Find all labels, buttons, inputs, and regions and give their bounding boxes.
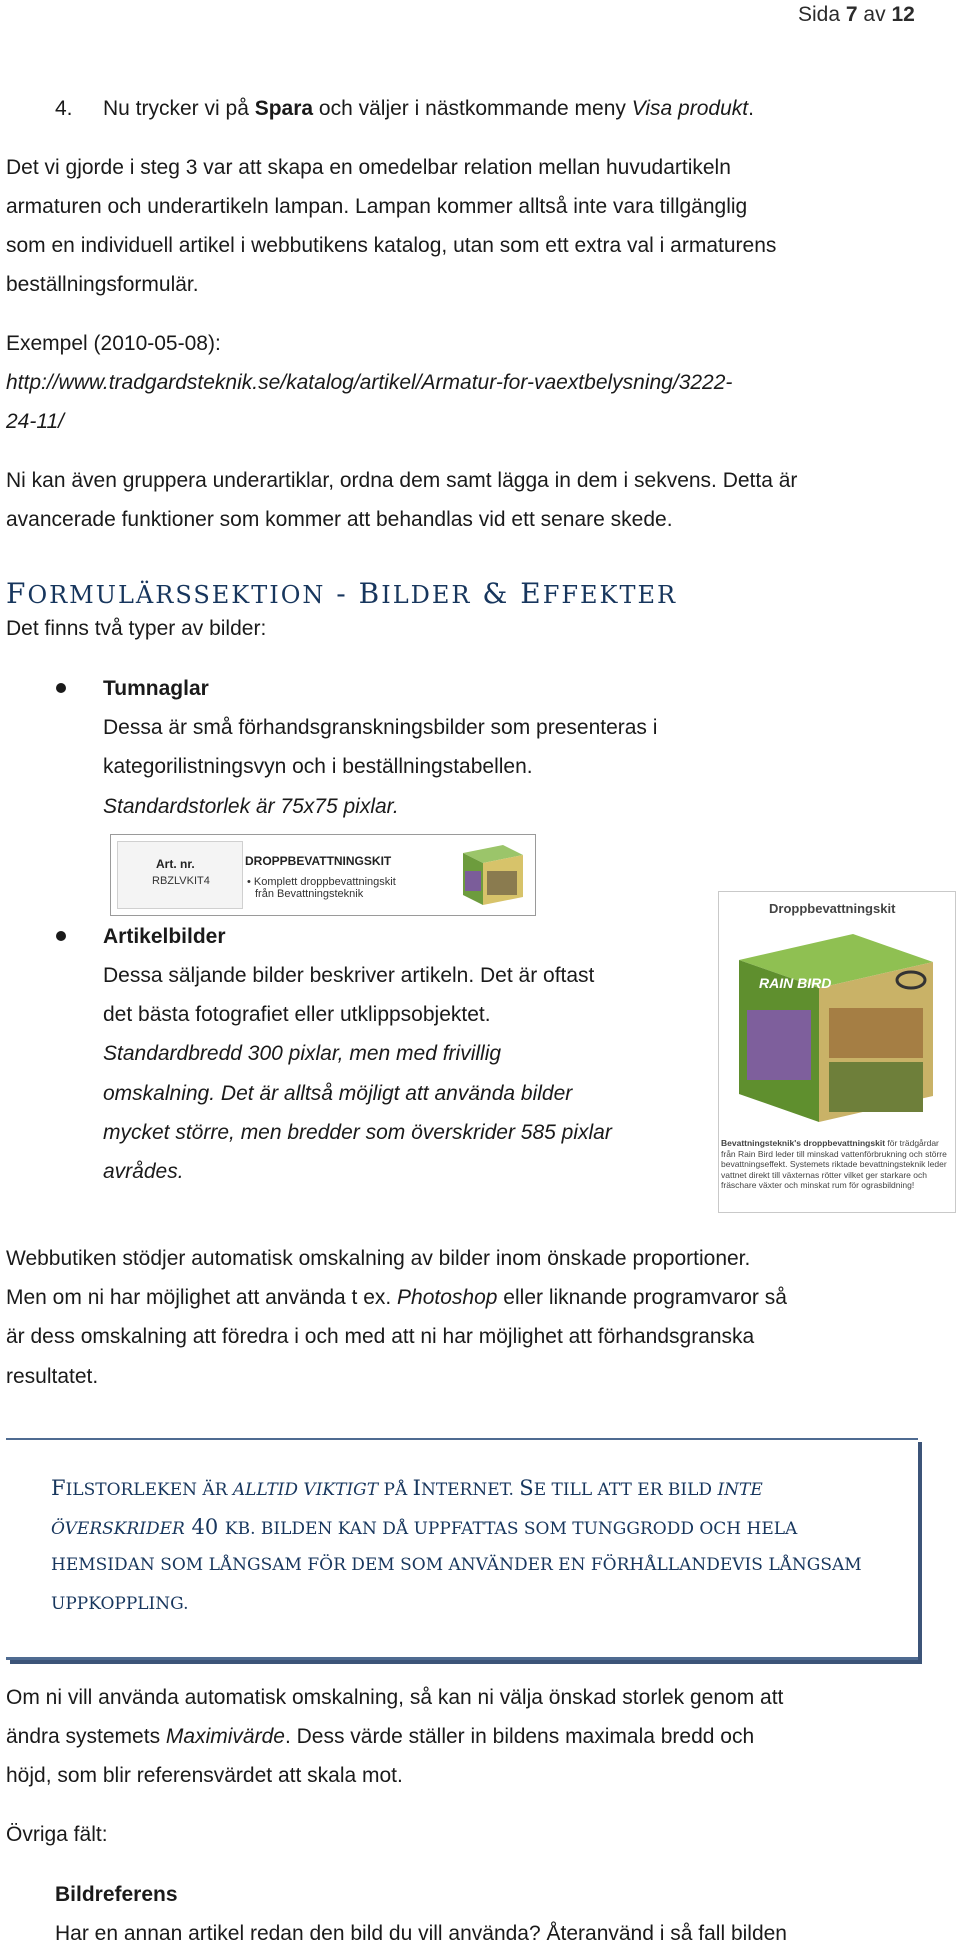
bildreferens-title: Bildreferens bbox=[55, 1883, 178, 1906]
article-images-line-4a: omskalning. bbox=[103, 1082, 216, 1105]
other-fields-label: Övriga fält: bbox=[6, 1823, 108, 1846]
tip-l1b: ILSTORLEKEN ÄR bbox=[65, 1480, 233, 1500]
art-brand: RAIN BIRD bbox=[759, 975, 832, 991]
example-url-line-2[interactable]: 24-11/ bbox=[6, 410, 64, 433]
tip-line-4: UPPKOPPLING. bbox=[51, 1594, 189, 1614]
article-example-image bbox=[718, 891, 956, 1213]
page-number-sep: av bbox=[863, 3, 886, 26]
para3-line-1: Webbutiken stödjer automatisk omskalning av bilder inom önskade proportioner. bbox=[6, 1247, 751, 1270]
heading-rest-2: ILDER bbox=[381, 581, 472, 609]
thumbnails-line-2: kategorilistningsvyn och i beställningstabellen. bbox=[103, 755, 533, 778]
tip-l2c: KB. BI bbox=[224, 1519, 281, 1539]
article-images-line-4b: Det är alltså möjligt att använda bilder bbox=[215, 1082, 573, 1105]
tip-l1g: S bbox=[519, 1476, 534, 1500]
tip-l1c: ALLTID VIKTIGT bbox=[232, 1480, 379, 1500]
step-spara: Spara bbox=[254, 97, 314, 120]
rain-bird-kit-box-icon bbox=[733, 926, 939, 1126]
para1-line-1: Det vi gjorde i steg 3 var att skapa en omedelbar relation mellan huvudartikeln bbox=[6, 156, 731, 179]
thumb-desc-1: • Komplett droppbevattningskit bbox=[247, 876, 396, 888]
tip-line-2 bbox=[51, 1517, 797, 1538]
tip-l1f: NTERNET. bbox=[420, 1480, 520, 1500]
thumbnail-example-image bbox=[110, 834, 536, 916]
para4-line-2a: ändra systemets bbox=[6, 1725, 166, 1748]
example-url-line-1[interactable]: http://www.tradgardsteknik.se/katalog/artikel/Armatur-for-vaextbelysning/3222- bbox=[6, 371, 733, 394]
para4-maximivarde: Maximivärde bbox=[165, 1725, 285, 1748]
thumb-art-label: Art. nr. bbox=[156, 857, 195, 871]
para4-line-1: Om ni vill använda automatisk omskalning, så kan ni välja önskad storlek genom att bbox=[6, 1686, 784, 1709]
heading-dash: - bbox=[325, 577, 359, 610]
thumb-product-name: DROPPBEVATTNINGSKIT bbox=[245, 854, 392, 868]
para4-line-2b: . Dess värde ställer in bildens maximala bredd och bbox=[284, 1725, 755, 1748]
art-cap-bold: Bevattningsteknik's droppbevattningskit bbox=[721, 1138, 886, 1148]
tip-box bbox=[6, 1438, 918, 1660]
para4-line-3: höjd, som blir referensvärdet att skala mot. bbox=[6, 1764, 403, 1787]
thumb-desc-2: från Bevattningsteknik bbox=[255, 888, 364, 900]
page-number bbox=[798, 4, 915, 25]
art-cap-4: vattnet direkt till växternas rötter vilket ger starkare och bbox=[721, 1169, 927, 1180]
page-number-total: 12 bbox=[891, 3, 915, 26]
thumb-art-box bbox=[117, 841, 243, 909]
heading-cap-f: F bbox=[6, 577, 28, 610]
heading-cap-b: B bbox=[358, 577, 382, 610]
heading-cap-e: E bbox=[520, 577, 543, 610]
article-images-line-5: mycket större, men bredder som överskrider 585 pixlar bbox=[103, 1121, 612, 1144]
article-images-line-1: Dessa säljande bilder beskriver artikeln. Det är oftast bbox=[103, 964, 595, 987]
para2-line-2: avancerade funktioner som kommer att behandlas vid ett senare skede. bbox=[6, 508, 673, 531]
bullet-thumbnails bbox=[56, 683, 66, 693]
heading-amp: & bbox=[471, 577, 521, 610]
bullet-article-images bbox=[56, 931, 66, 941]
para1-line-2: armaturen och underartikeln lampan. Lampan kommer alltså inte vara tillgänglig bbox=[6, 195, 748, 218]
article-images-line-4 bbox=[103, 1083, 572, 1104]
tip-l1h: E TILL ATT ER BILD bbox=[533, 1480, 718, 1500]
para2-line-1: Ni kan även gruppera underartiklar, ordna dem samt lägga in dem i sekvens. Detta är bbox=[6, 469, 798, 492]
tip-l2b: 40 bbox=[184, 1515, 225, 1539]
art-cap-2: från Rain Bird leder till minskad vattenförbrukning och större bbox=[721, 1148, 947, 1159]
thumbnails-line-1: Dessa är små förhandsgranskningsbilder som presenteras i bbox=[103, 716, 658, 739]
thumb-product-box-icon bbox=[457, 841, 531, 909]
step-text-1: Nu trycker vi på bbox=[103, 97, 255, 120]
art-cap-line-1 bbox=[721, 1138, 947, 1149]
step-number: 4. bbox=[55, 97, 73, 120]
tip-l1d: PÅ bbox=[378, 1480, 413, 1500]
tip-l1i: INTE bbox=[717, 1480, 763, 1500]
thumbnails-std: Standardstorlek är 75x75 pixlar. bbox=[103, 795, 399, 818]
art-cap-1: för trädgårdar bbox=[885, 1138, 939, 1148]
art-cap-3: bevattningseffekt. Systemets riktade bevattningsteknik leder bbox=[721, 1159, 947, 1169]
step-text-2: och väljer i nästkommande meny bbox=[313, 97, 632, 120]
art-image-caption bbox=[721, 1138, 947, 1191]
page-number-current: 7 bbox=[845, 3, 858, 26]
para3-line-4: resultatet. bbox=[6, 1365, 99, 1388]
tip-l1e: I bbox=[412, 1476, 421, 1500]
step-text bbox=[103, 98, 754, 119]
heading-rest-3: FFEKTER bbox=[542, 581, 678, 609]
page-number-prefix: Sida bbox=[798, 3, 841, 26]
thumbnails-title: Tumnaglar bbox=[103, 677, 209, 700]
para4-line-2 bbox=[6, 1726, 754, 1747]
types-intro: Det finns två typer av bilder: bbox=[6, 617, 267, 640]
para3-line-3: är dess omskalning att föredra i och med att ni har möjlighet att förhandsgranska bbox=[6, 1325, 755, 1348]
tip-line-1 bbox=[51, 1478, 763, 1499]
para3-photoshop: Photoshop bbox=[397, 1286, 498, 1309]
tip-l1a: F bbox=[51, 1476, 66, 1500]
step-text-3: . bbox=[748, 97, 754, 120]
step-visa-produkt: Visa produkt bbox=[631, 97, 749, 120]
example-label: Exempel (2010-05-08): bbox=[6, 332, 221, 355]
article-images-line-6: avrådes. bbox=[103, 1160, 184, 1183]
para3-line-2b: eller liknande programvaror så bbox=[497, 1286, 787, 1309]
para1-line-3: som en individuell artikel i webbutikens katalog, utan som ett extra val i armaturens bbox=[6, 234, 777, 257]
art-cap-5: fräschare växter och minskat rum för ograsbildning! bbox=[721, 1180, 915, 1190]
para1-line-4: beställningsformulär. bbox=[6, 273, 199, 296]
para3-line-2 bbox=[6, 1287, 787, 1308]
article-images-line-2: det bästa fotografiet eller utklippsobjektet. bbox=[103, 1003, 491, 1026]
article-images-title: Artikelbilder bbox=[103, 925, 226, 948]
article-images-line-3: Standardbredd 300 pixlar, men med frivillig bbox=[103, 1042, 502, 1065]
art-image-title: Droppbevattningskit bbox=[769, 901, 896, 916]
section-heading bbox=[6, 577, 677, 610]
para3-line-2a: Men om ni har möjlighet att använda t ex. bbox=[6, 1286, 398, 1309]
tip-l2d: LDEN KAN DÅ UPPFATTAS SOM TUNGGRODD OCH HELA bbox=[280, 1519, 798, 1539]
tip-l2a: ÖVERSKRIDER bbox=[51, 1519, 185, 1539]
thumb-art-code: RBZLVKIT4 bbox=[152, 875, 210, 887]
tip-line-3: HEMSIDAN SOM LÅNGSAM FÖR DEM SOM ANVÄNDER EN FÖRHÅLLANDEVIS LÅNGSAM bbox=[51, 1555, 862, 1575]
bildreferens-line-1: Har en annan artikel redan den bild du vill använda? Återanvänd i så fall bilden bbox=[55, 1922, 787, 1945]
heading-rest-1: ORMULÄRSSEKTION bbox=[27, 581, 326, 609]
